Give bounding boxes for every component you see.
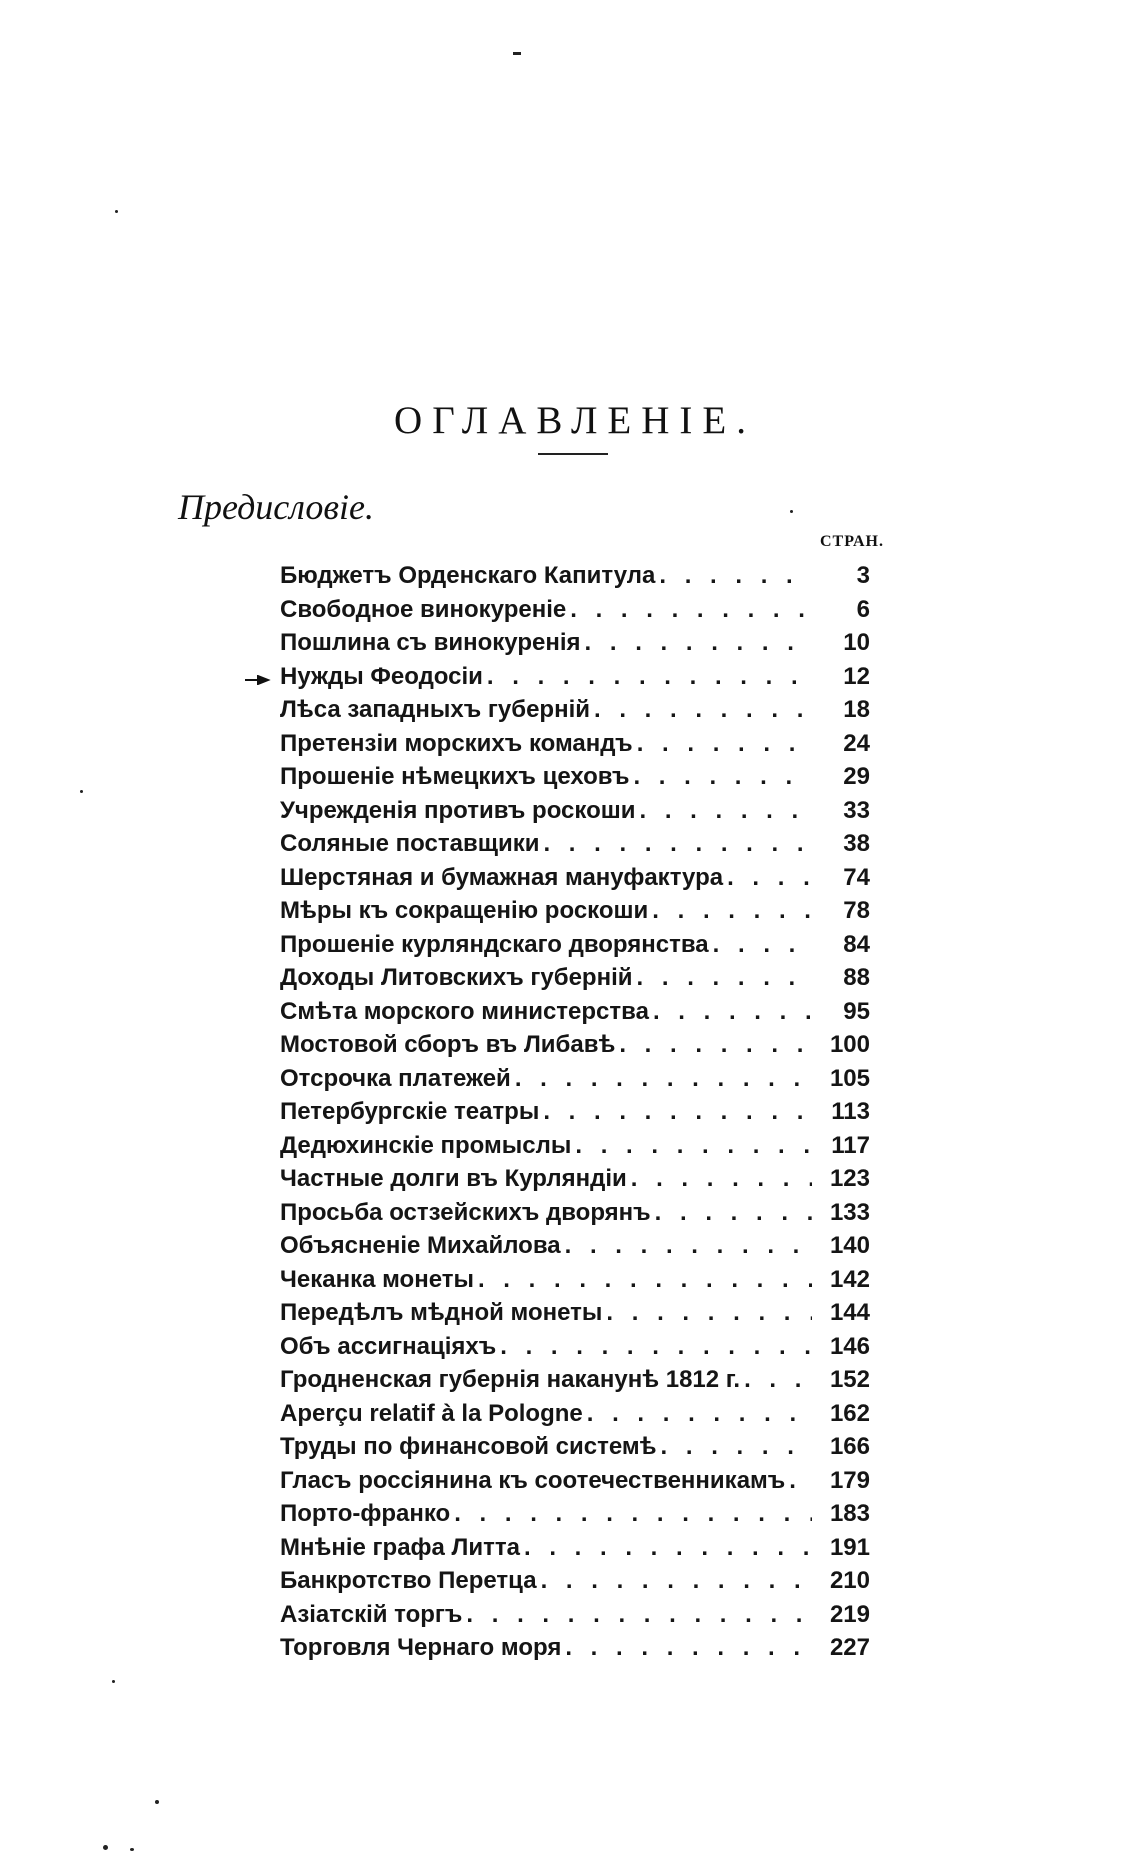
- toc-entry-page: 133: [829, 1198, 870, 1226]
- toc-entry-title: Мѣры къ сокращенію роскоши: [280, 897, 649, 924]
- toc-entry-page: 191: [829, 1533, 870, 1561]
- dot-leader: [570, 596, 812, 624]
- toc-entry: [280, 830, 870, 864]
- toc-entry-page: 227: [829, 1634, 870, 1661]
- toc-entry-page: 142: [829, 1265, 870, 1293]
- section-heading: Предисловіе.: [178, 487, 375, 527]
- toc-entry-title: Азіатскій торгъ: [280, 1600, 463, 1628]
- toc-entry: [280, 696, 870, 730]
- toc-entry-page: 219: [829, 1600, 870, 1628]
- dot-leader: [619, 1031, 812, 1059]
- page-speck: [790, 510, 793, 513]
- dot-leader: [631, 1165, 812, 1193]
- toc-entry: [280, 1098, 870, 1132]
- dot-leader: [606, 1299, 812, 1327]
- toc-entry-title: Объясненіе Михайлова: [280, 1232, 561, 1259]
- toc-entry-title: Отсрочка платежей: [280, 1064, 511, 1092]
- toc-entry-title: Петербургскіе театры: [280, 1098, 540, 1125]
- dot-leader: [585, 629, 812, 657]
- dot-leader: [744, 1366, 812, 1394]
- toc-entry: [280, 1333, 870, 1367]
- dot-leader: [653, 998, 812, 1026]
- toc-entry-page: 146: [829, 1332, 870, 1360]
- toc-entry: [280, 1634, 870, 1668]
- toc-entry: [280, 1132, 870, 1166]
- dot-leader: [565, 1634, 812, 1662]
- dot-leader: [789, 1467, 812, 1495]
- toc-entry-title: Соляные поставщики: [280, 830, 540, 857]
- toc-entry-title: Торговля Чернаго моря: [280, 1634, 562, 1661]
- dot-leader: [633, 763, 812, 791]
- page-speck: [155, 1800, 159, 1804]
- dot-leader: [637, 964, 812, 992]
- toc-entry-page: 18: [843, 696, 870, 723]
- toc-entry: [280, 998, 870, 1032]
- toc-entry: [280, 1534, 870, 1568]
- dot-leader: [587, 1400, 812, 1428]
- toc-entry-page: 84: [843, 930, 870, 958]
- toc-entry-page: 3: [856, 562, 870, 589]
- toc-entry-title: Aperçu relatif à la Pologne: [280, 1399, 583, 1427]
- toc-entry: [280, 1165, 870, 1199]
- toc-entry-page: 210: [829, 1567, 870, 1594]
- toc-entry: [280, 596, 870, 630]
- toc-entry-page: 152: [829, 1366, 870, 1393]
- page-title: ОГЛАВЛЕНІЕ.: [394, 399, 756, 443]
- toc-entry: [280, 897, 870, 931]
- print-mark: [513, 52, 521, 55]
- dot-leader: [478, 1266, 812, 1294]
- page-speck: [112, 1680, 115, 1683]
- toc-entry-page: 38: [843, 830, 870, 857]
- dot-leader: [652, 897, 812, 925]
- toc-entry-page: 95: [843, 997, 870, 1025]
- toc-entry-title: Свободное винокуреніе: [280, 595, 567, 623]
- toc-entry-page: 183: [829, 1500, 870, 1527]
- dot-leader: [487, 663, 812, 691]
- dot-leader: [659, 562, 812, 590]
- toc-entry-title: Нужды Феодосіи: [280, 662, 483, 690]
- toc-entry: [280, 1199, 870, 1233]
- toc-entry-title: Гродненская губернія наканунѣ 1812 г.: [280, 1366, 741, 1393]
- toc-entry-title: Чеканка монеты: [280, 1265, 474, 1293]
- toc-entry-page: 105: [829, 1064, 870, 1092]
- toc-entry: [280, 730, 870, 764]
- toc-entry-page: 88: [843, 964, 870, 991]
- toc-entry-title: Лѣса западныхъ губерній: [280, 696, 590, 723]
- toc-entry-title: Пошлина съ винокуренія: [280, 629, 581, 656]
- page-speck: [103, 1845, 108, 1850]
- toc-entry: [280, 763, 870, 797]
- toc-entry: [280, 1299, 870, 1333]
- dot-leader: [515, 1065, 812, 1093]
- page-speck: [130, 1848, 134, 1851]
- toc-entry-page: 100: [829, 1031, 870, 1058]
- toc-entry: [280, 1400, 870, 1434]
- toc-entry-page: 10: [843, 629, 870, 656]
- toc-entry-title: Шерстяная и бумажная мануфактура: [280, 863, 724, 891]
- toc-entry: [280, 931, 870, 965]
- toc-entry-title: Дедюхинскіе промыслы: [280, 1131, 572, 1159]
- pointing-arrow-icon: [244, 675, 274, 685]
- toc-entry: [280, 964, 870, 998]
- toc-entry: [280, 1065, 870, 1099]
- dot-leader: [466, 1601, 812, 1629]
- toc-entry: [280, 1500, 870, 1534]
- dot-leader: [565, 1232, 812, 1260]
- title-rule: [538, 453, 608, 455]
- toc-entry-title: Труды по финансовой системѣ: [280, 1433, 657, 1460]
- table-of-contents: [280, 562, 870, 1668]
- toc-entry-title: Мнѣніе графа Литта: [280, 1533, 520, 1561]
- toc-entry-title: Доходы Литовскихъ губерній: [280, 964, 633, 991]
- toc-entry: [280, 1567, 870, 1601]
- dot-leader: [524, 1534, 812, 1562]
- toc-entry-title: Прошеніе нѣмецкихъ цеховъ: [280, 763, 630, 790]
- toc-entry-page: 140: [829, 1232, 870, 1259]
- toc-entry-page: 29: [843, 763, 870, 790]
- toc-entry-title: Объ ассигнаціяхъ: [280, 1332, 497, 1360]
- toc-entry-page: 179: [829, 1466, 870, 1494]
- toc-entry-page: 6: [856, 595, 870, 623]
- toc-entry-title: Банкротство Перетца: [280, 1567, 537, 1594]
- toc-entry-page: 123: [829, 1165, 870, 1192]
- dot-leader: [543, 1098, 812, 1126]
- toc-entry-page: 12: [843, 662, 870, 690]
- toc-entry: [280, 562, 870, 596]
- toc-entry: [280, 1366, 870, 1400]
- toc-entry-title: Частные долги въ Курляндіи: [280, 1165, 627, 1192]
- dot-leader: [727, 864, 812, 892]
- toc-entry-title: Мостовой сборъ въ Либавѣ: [280, 1031, 616, 1058]
- toc-entry-page: 162: [829, 1399, 870, 1427]
- toc-entry-page: 166: [829, 1433, 870, 1460]
- toc-entry-page: 33: [843, 796, 870, 824]
- toc-entry-title: Просьба остзейскихъ дворянъ: [280, 1198, 651, 1226]
- toc-entry: [280, 1266, 870, 1300]
- toc-entry: [280, 1232, 870, 1266]
- dot-leader: [713, 931, 812, 959]
- toc-entry-title: Учрежденія противъ роскоши: [280, 796, 636, 824]
- toc-entry: [280, 797, 870, 831]
- dot-leader: [500, 1333, 812, 1361]
- dot-leader: [637, 730, 812, 758]
- dot-leader: [640, 797, 813, 825]
- toc-entry-page: 78: [843, 897, 870, 924]
- toc-entry: [280, 1467, 870, 1501]
- dot-leader: [575, 1132, 812, 1160]
- toc-entry: [280, 1031, 870, 1065]
- dot-leader: [655, 1199, 812, 1227]
- toc-entry-title: Бюджетъ Орденскаго Капитула: [280, 562, 656, 589]
- toc-entry: [280, 663, 870, 697]
- page-column-label: СТРАН.: [820, 533, 884, 550]
- dot-leader: [594, 696, 812, 724]
- toc-entry-title: Прошеніе курляндскаго дворянства: [280, 930, 709, 958]
- toc-entry-title: Гласъ россіянина къ соотечественникамъ: [280, 1466, 786, 1494]
- toc-entry-title: Порто-франко: [280, 1500, 451, 1527]
- dot-leader: [661, 1433, 812, 1461]
- dot-leader: [543, 830, 812, 858]
- toc-entry-page: 24: [843, 729, 870, 757]
- toc-entry-title: Претензіи морскихъ командъ: [280, 729, 633, 757]
- page-speck: [80, 790, 83, 793]
- dot-leader: [454, 1500, 812, 1528]
- toc-entry-page: 144: [829, 1299, 870, 1326]
- toc-entry: [280, 1433, 870, 1467]
- toc-entry: [280, 864, 870, 898]
- toc-entry: [280, 1601, 870, 1635]
- toc-entry-page: 113: [831, 1098, 870, 1125]
- toc-entry-title: Передѣлъ мѣдной монеты: [280, 1299, 603, 1326]
- toc-entry: [280, 629, 870, 663]
- toc-entry-title: Смѣта морского министерства: [280, 997, 649, 1025]
- dot-leader: [541, 1567, 812, 1595]
- toc-entry-page: 74: [843, 863, 870, 891]
- page-speck: [115, 210, 118, 213]
- toc-entry-page: 117: [831, 1131, 870, 1159]
